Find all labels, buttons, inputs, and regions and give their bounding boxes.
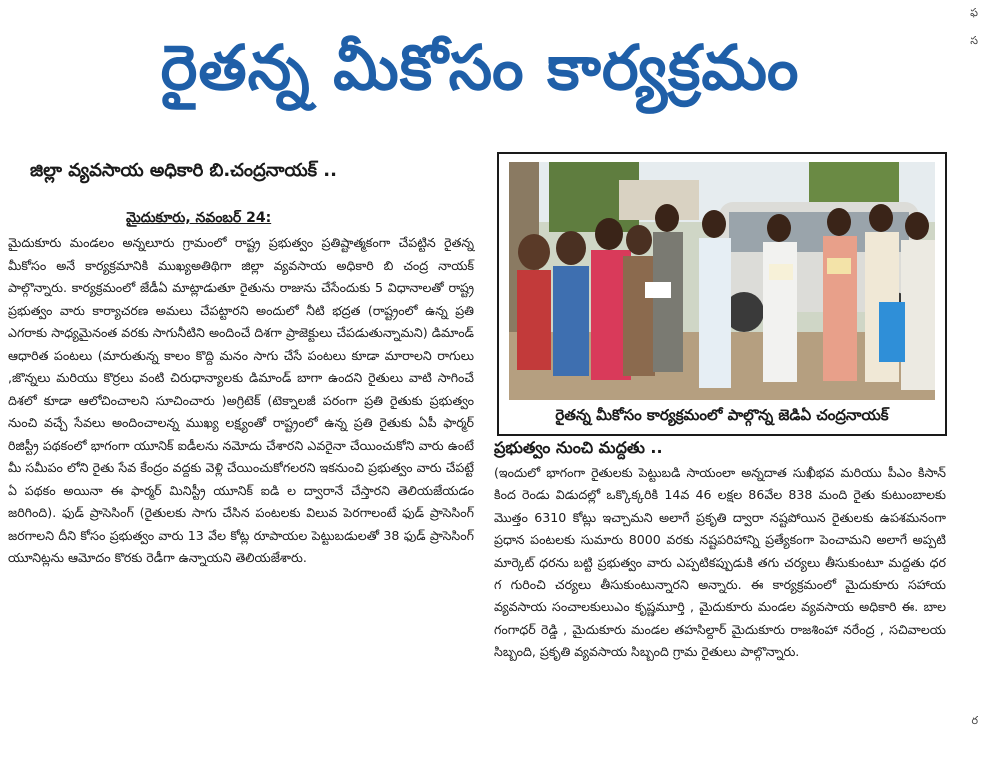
event-photo-image — [509, 162, 935, 400]
subheadline: జిల్లా వ్యవసాయ అధికారి బి.చంద్రనాయక్ .. — [30, 160, 337, 181]
left-body-text: మైదుకూరు మండలం అన్నలూరు గ్రామంలో రాష్ట్ర ప్రభుత్వం ప్రతిష్టాత్మకంగా చేపట్టిన రైతన్న మీకోసం అనే కార్యక్రమానికి ముఖ్యఅతిథిగా జిల్లా వ్యవసాయ అధికారి బి చంద్ర నాయక్ పాల్గొన్నారు. కార్యక్రమంలో జేడీఏ మాట్లాడుతూ రైతును రాజును చేసేందుకు 5 విధానాలతో రాష్ట్ర ప్రభుత్వం వారు కార్యాచరణ అమలు చేపట్టారని అందులో నీటి భద్రత (రాష్ట్రంలో ఉన్న ప్రతి ఎగరాకు సాధ్యమైనంత వరకు సాగునీటిని అందించే దిశగా ప్రాజెక్టులు చేపడుతున్నామని) డిమాండ్ ఆధారిత పంటలు (మారుతున్న కాలం కొద్ది మనం సాగు చేసే పంటలు కూడా మారాలని రాగులు ,జొన్నలు మరియు కొర్రలు వంటి చిరుధాన్యాలకు డిమాండ్ బాగా ఉందని రైతులు వాటి సాగించే దిశలో కూడా ఆలోచించాలని సూచించారు )అగ్రిటెక్ (టెక్నాలజీ పరంగా ప్రతి రైతుకు ప్రభుత్వం నుంచి వచ్చే సేవలు అందించాలన్న ముఖ్య లక్ష్యంతో రాష్ట్రంలో ఉన్న ప్రతి రైతుకు ఏపీ ఫార్మర్ రిజిస్ట్రీ పథకంలో భాగంగా యూనిక్ ఐడీలను నమోదు చేశారని ఎవరైనా చేయించుకోని వారు ఉంటే మీ సమీపం లోని రైతు సేవ కేంద్రం వద్దకు వెళ్లి చేయించుకోగలరని ఇకనుంచి ప్రభుత్వం వారు చేపట్టే ఏ పథకం అయినా ఈ ఫార్మర్ మినిస్ట్రీ యూనిక్ ఐడి ల ద్వారానే చేస్తారని తెలియజేయడం జరిగింది). ఫుడ్ ప్రాసెసింగ్ (రైతులకు సాగు చేసిన పంటలకు విలువ పెరగాలంటే ఫుడ్ ప్రాసెసింగ్ జరగాలని దీని కోసం ప్రభుత్వం వారు 13 వేల కోట్ల రూపాయల పెట్టుబడులతో 38 ఫుడ్ ప్రాసెసింగ్ యూనిట్లను ఆమోదం కొరకు రెడీగా ఉన్నాయని తెలియజేశారు. — [8, 235, 474, 565]
right-body-text: (ఇందులో భాగంగా రైతులకు పెట్టుబడి సాయంలా అన్నదాత సుఖీభవ మరియు పీఎం కిసాన్ కింద రెండు విడుదల్లో ఒక్కొక్కరికి 14వ 46 లక్షల 86వేల 838 మంది రైతు కుటుంబాలకు మొత్తం 6310 కోట్లు ఇచ్చామని అలాగే ప్రకృతి ద్వారా నష్టపోయిన రైతులకు ఉపశమనంగా ప్రధాన పంటలకు సుమారు 8000 వరకు నష్టపరిహాన్ని ప్రత్యేకంగా పెంచామని అలాగే అప్పటి మార్కెట్ ధరను బట్టి ప్రభుత్వం వారు ఎప్పటికప్పుడుకి తగు చర్యలు తీసుకుంటూ మద్దతు ధర గ గురించి చర్యలు తీసుకుంటున్నారని అన్నారు. ఈ కార్యక్రమంలో మైదుకూరు సహాయ వ్యవసాయ సంచాలకులుఎం కృష్ణమూర్తి , మైదుకూరు మండల వ్యవసాయ అధికారి ఈ. బాల గంగాధర్ రెడ్డి , మైదుకూరు మండల తహసిల్దార్ మైదుకూరు రాజశింహా నరేంద్ర , సచివాలయ సిబ్బంది, ప్రకృతి వ్యవసాయ సిబ్బంది గ్రామ రైతులు పాల్గొన్నారు. — [494, 465, 946, 660]
left-column — [8, 232, 474, 570]
edge-mark-upper: స — [970, 34, 978, 47]
edge-mark-lower: ర — [971, 714, 978, 727]
photo-caption: రైతన్న మీకోసం కార్యక్రమంలో పాల్గొన్న జెడిఏ చంద్రనాయక్ — [555, 406, 889, 424]
dateline: మైదుకూరు, నవంబర్ 24: — [126, 210, 272, 226]
edge-mark-top: ఫ — [970, 6, 978, 19]
section-title: ప్రభుత్వం నుంచి మద్దతు .. — [494, 438, 663, 457]
event-photo — [509, 162, 935, 400]
right-column — [494, 462, 946, 664]
photo-frame — [497, 152, 947, 436]
headline: రైతన్న మీకోసం కార్యక్రమం — [160, 31, 800, 104]
